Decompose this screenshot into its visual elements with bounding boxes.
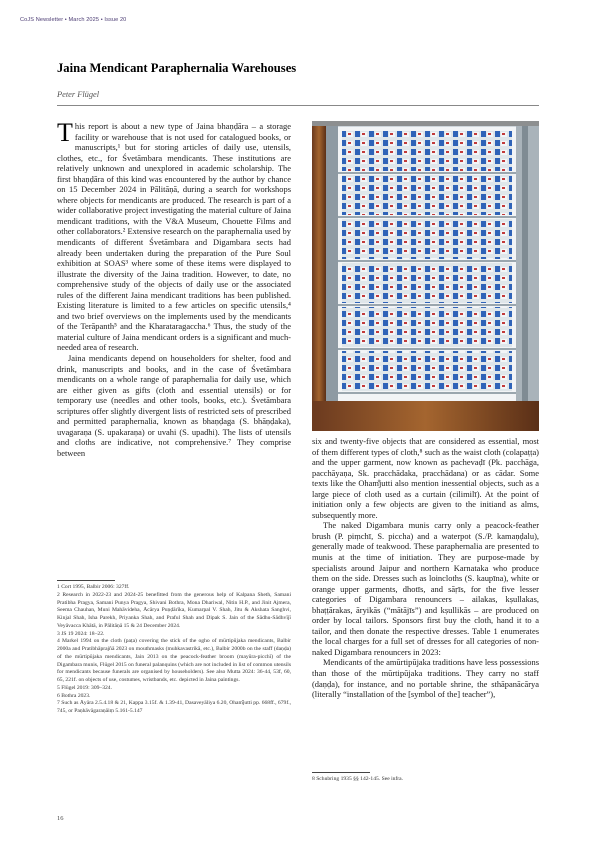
running-header: CoJS Newsletter • March 2025 • Issue 20 <box>20 17 127 23</box>
paragraph-2: Jaina mendicants depend on householders for shelter, food and drink, manuscripts and books, and in the case of Śvetāmbara mendicants on a whole range of paraphernalia for daily use, which are either given as gifts (cloth and essential utensils) or for temporary use (needles and other tools, books, etc.). Śvetāmbara scriptures offer slightly divergent lists of restricted sets of prescribed and permitted paraphernalia, known as bhaṇḍaga (S. bhāṇḍaka), uvagaraṇa (S. upakaraṇa) or uvahi (S. upadhi). The lists of utensils and cloths are indicative, not comprehensive.⁷ They comprise between <box>57 353 291 458</box>
footnotes-left <box>57 580 291 716</box>
paragraph-3: six and twenty-five objects that are considered as essential, most of them different types of cloth,⁸ such as the waist cloth (colapaṭṭa) and the upper garment, now known as pachevaḍī (Pk. pacchāga, pacchāyaṇa, Sk. pracchādaka, pracchādana) or as cādar. Some texts like the Oham̐jutti also mention inessential objects, such as a large piece of cloth used as a curtain (cilimilī). At the point of initiation only a few objects are given to the initiand as alms, subsequently more. <box>312 436 539 520</box>
article-title: Jaina Mendicant Paraphernalia Warehouses <box>57 61 297 75</box>
warehouse-photo <box>312 121 539 431</box>
drop-cap: T <box>57 118 73 147</box>
footnote: 7 Such as Āyāra 2.5.4.18 & 21, Kappa 3.15f. & 1.39-41, Dasaveyāliya 6.20, Oham̐jutti pp. 668ff., 679f., 745, or Paṇhāvāgaraṇāiṃ 5.161-5.147 <box>57 700 291 714</box>
paragraph-1-text: his report is about a new type of Jaina bhaṇḍāra – a storage facility or warehouse that is not used for catalogued books, or manuscripts,¹ but for storing articles of daily use, utensils, clothes, etc., for Śvetāmbara mendicants. These institutions are relatively unknown and unexplored in academic scholarship. The first bhaṇḍāra of this kind was encountered by the author by chance on 15 December 2024 in Pālitāṇā, during a search for workshops where objects for mendicants are produced. The research is part of a wider collaborative project investigating the material culture of Jaina mendicant traditions, with the V&A Museum, Chouette Films and other collaborators.² Extensive research on the paraphernalia used by mendicants of different Śvetāmbara and Digambara sects had already been undertaken during the preparation of the Pure Soul exhibition at SOAS³ where some of these items were displayed to illustrate the diversity of the Jaina tradition. However, to date, no comprehensive study of the objects of daily use or the associated rules of the different Jaina mendicant traditions has been published. Existing literature is limited to a few articles on specific utensils,⁴ and two brief overviews on the implements used by the mendicants of the Terāpanth⁵ and the Kharataragaccha.⁶ Thus, the study of the material culture of Jaina mendicant orders is a significant and much-needed area of research. <box>57 121 291 353</box>
paragraph-1 <box>57 118 291 353</box>
footnote: 6 Bothra 2023. <box>57 692 91 699</box>
left-column-body <box>57 118 291 459</box>
article-author: Peter Flügel <box>57 90 100 99</box>
footnote: 1 Cort 1995, Balbir 2006: 327ff. <box>57 584 130 590</box>
footnote: 2 Research in 2022-23 and 2024-25 benefitted from the generous help of Kalpana Sheth, Samani Pratibha Pragya, Samani Punya Pragya, Shivani Bothra, Mona Dhariwal, Nitin H.P., and Jinit Ajmera, Seema Chauhan, Muni Mahāvideha, Ācārya Puṇḍārīka, Kumarpal V. Shah, Jitu & Akshata Sanghvi, Kinjal Shah, Isha Parekh, Priyanka Shah, and Praful Shah and Dipak S. Jain of the Sādhu-Sādhvījī Veyāvacca Khātā, in Pālitāṇā 15 & 24 December 2024. <box>57 591 291 629</box>
title-divider <box>57 105 539 106</box>
right-column-body <box>312 436 539 700</box>
footnote-divider <box>57 580 115 581</box>
paragraph-5: Mendicants of the amūrtipūjaka traditions have less possessions than those of the mūrtipūjaka traditions. They carry no staff (daṇḍa), for instance, and no portable shrine, the sthāpanācārya (literally “installation of the [symbol of the] teacher”), <box>312 657 539 700</box>
footnote: 4 Markel 1994 on the cloth (paṭa) covering the stick of the ogho of mūrtipūjaka mendicants, Balbir 2000a and Pratibhāprajñā 2023 on mouthmasks (muhkavastrikā, etc.), Balbir 2000b on the staff (daṇḍa) of the mūrtipūjaka mendicants, Jain 2013 on the peacock-feather broom (mayūra-picchī) of the Digambara munis, Flügel 2015 on funeral palanquins (which are not included in list of common utensils for mendicants because funerals are organised by householders). See also Mutta 2024: 36-44, 53f, 60, 65, 221f. on objects of use, costumes, wristbands, etc. depicted in Jaina paintings. <box>57 638 291 683</box>
footnote-divider <box>312 772 370 773</box>
footnote: 3 JS 19 2024: 18–22. <box>57 630 105 637</box>
page-number: 16 <box>57 815 64 822</box>
warehouse-shelves-image <box>312 121 539 431</box>
footnotes-right <box>312 772 539 784</box>
footnote: 8 Schubring 1935 §§ 142-145. See infra. <box>312 776 404 782</box>
paragraph-4: The naked Digambara munis carry only a peacock-feather brush (P. piṃchī, S. piccha) and a waterpot (S./P. kamaṇḍalu), generally made of teakwood. These paraphernalia are presented to munis at the time of initiation. They are purpose-made by specialists around Jaipur and northern Karnataka who produce them on the side. Dresses such as loincloths (S. kaupīna), white or orange upper garments, dhotīs, and sāṛīs, for the five lesser categories of Digambara renouncers – ailakas, kṣullakas, bhaṭṭārakas, āryikās (“mātājīs”) and kṣullikās – are produced on order by local tailors. Sponsors first buy the cloth, hand it to a tailor, and then donate the respective dresses. Table 1 enumerates the local charges for a full set of dresses for all categories of non-naked Digambara renouncers in 2023: <box>312 520 539 657</box>
footnote: 5 Flügel 2019: 309–324. <box>57 684 113 691</box>
